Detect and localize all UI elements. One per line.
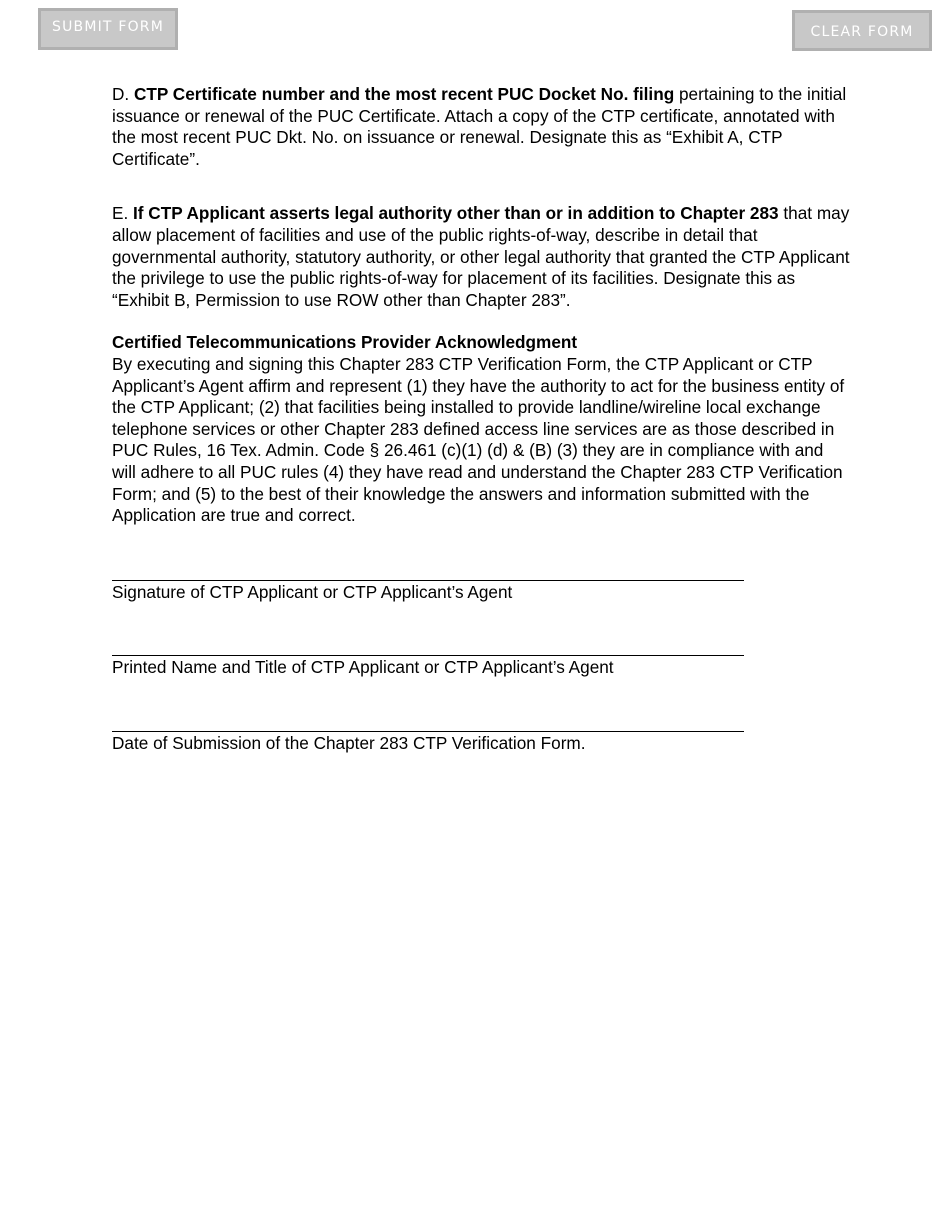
section-e (112, 203, 850, 311)
section-d-heading: CTP Certificate number and the most recent PUC Docket No. filing (133, 84, 675, 104)
date-line[interactable] (112, 711, 744, 732)
clear-form-button[interactable]: CLEAR FORM (792, 10, 932, 51)
section-d (112, 84, 850, 170)
date-block (112, 711, 850, 755)
section-e-prefix: E. (112, 203, 134, 224)
section-e-heading: If CTP Applicant asserts legal authority other than or in addition to Chapter 283 (133, 203, 779, 224)
document-body (112, 84, 850, 754)
acknowledgment-title: Certified Telecommunications Provider Acknowledgment (112, 332, 578, 353)
signature-block (112, 560, 850, 604)
printed-name-block (112, 635, 850, 679)
date-label: Date of Submission of the Chapter 283 CTP Verification Form. (112, 732, 586, 753)
signature-label: Signature of CTP Applicant or CTP Applicant’s Agent (112, 581, 513, 602)
acknowledgment-body: Applicant’s Agent affirm and represent (1) they have the authority to act for the business entity of the CTP Applicant; (2) that facilities being installed to provide landline/wireline local exchange telephone services or other Chapter 283 defined access line services are as those described in PUC Rules, 16 Tex. Admin. Code § 26.461 (c)(1) (d) & (B) (3) they are in compliance with and will adhere to all PUC rules (4) they have read and understand the Chapter 283 CTP Verification Form; and (5) to the best of their knowledge the answers and information submitted with the Application are true and correct. (112, 375, 845, 526)
signature-line[interactable] (112, 560, 744, 581)
printed-name-label: Printed Name and Title of CTP Applicant or CTP Applicant’s Agent (112, 657, 614, 678)
printed-name-line[interactable] (112, 635, 744, 656)
section-d-text: pertaining to the initial issuance or renewal of the PUC Certificate. Attach a copy of the CTP certificate, annotated with the most recent PUC Dkt. No. on issuance or renewal. Designate this as “Exhibit A, CTP Certificate”. (112, 84, 847, 169)
section-e-text: that may allow placement of facilities and use of the public rights-of-way, describe in detail that governmental authority, statutory authority, or other legal authority that granted the CTP Applicant the privilege to use the public rights-of-way for placement of its facilities. Designate this as “Exhibit B, Permission to use ROW other than Chapter 283”. (112, 203, 850, 310)
section-d-prefix: D. (112, 84, 134, 104)
acknowledgment-intro: By executing and signing this Chapter 283 CTP Verification Form, the CTP Applicant or CTP (112, 353, 813, 374)
submit-form-button[interactable]: SUBMIT FORM (38, 8, 178, 50)
